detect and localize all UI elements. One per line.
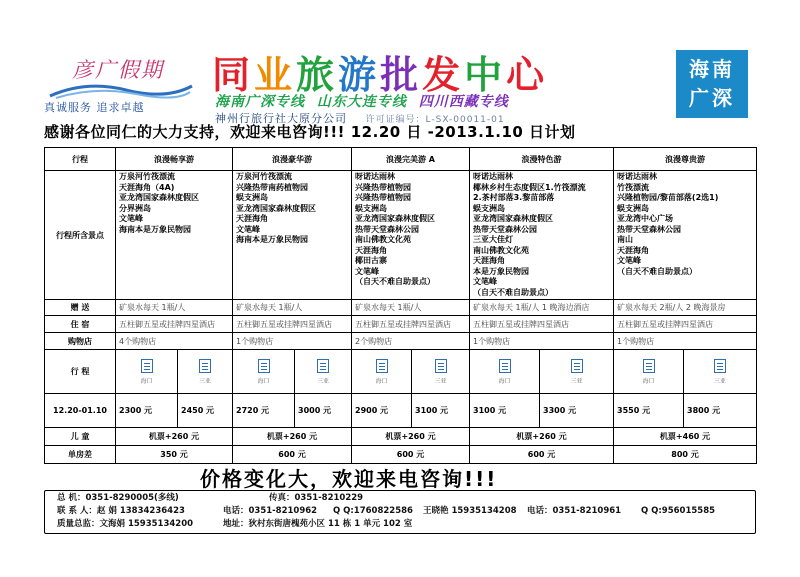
child-price: 机票+260 元	[352, 428, 470, 446]
adult-price: 2450 元	[178, 394, 233, 428]
adult-price: 3000 元	[295, 394, 352, 428]
spot-item: 南山	[617, 235, 634, 244]
route-1: 海南广深专线	[215, 94, 305, 110]
tel-2: 电话：0351-8210961	[527, 506, 622, 516]
single-supplement: 800 元	[614, 446, 757, 464]
adult-price: 3550 元	[614, 394, 684, 428]
spot-item: 万泉河竹筏漂流	[119, 172, 175, 181]
tour-spots	[470, 171, 614, 300]
spot-item: 呀诺达雨林	[617, 172, 658, 181]
gift-label: 赠 送	[45, 300, 116, 316]
spot-item: 天涯海角	[617, 245, 650, 255]
logo-text: 彦广假期	[72, 58, 164, 82]
spot-item: 海南本是万象民物园	[236, 235, 308, 244]
route-3: 四川西藏专线	[418, 94, 509, 110]
price-change-notice: 价格变化大，欢迎来电咨询!!!	[200, 467, 498, 491]
routes-line	[215, 91, 509, 111]
spot-item: （自天不难自助景点）	[355, 277, 435, 286]
adult-price: 3800 元	[684, 394, 757, 428]
spot-item: 南山佛教文化苑	[355, 235, 411, 244]
spot-item: 南山佛教文化苑	[473, 245, 530, 255]
title-char: 发	[422, 53, 465, 97]
tour-name: 浪漫尊贵游	[614, 148, 757, 171]
spot-item: 亚龙湾国家森林度假区	[119, 193, 199, 202]
single-label: 单房差	[45, 446, 116, 464]
document-icon[interactable]	[258, 359, 270, 373]
spot-item: 三亚大佳灯	[473, 235, 514, 244]
adult-price: 3100 元	[470, 394, 540, 428]
document-icon[interactable]	[376, 359, 388, 373]
itinerary-doc-cell[interactable]	[295, 350, 352, 394]
spot-item: 2.茶村部落3.黎苗部落	[473, 193, 555, 202]
title-char: 旅	[296, 53, 339, 97]
single-supplement: 600 元	[352, 446, 470, 464]
document-caption: 三亚	[198, 378, 211, 385]
shopping-value: 1个购物店	[470, 333, 614, 350]
shopping-row	[45, 333, 757, 350]
gift-row	[45, 300, 757, 316]
days-label: 行 程	[45, 350, 116, 394]
document-caption: 三亚	[714, 378, 727, 385]
spot-item: 本是万象民物园	[473, 266, 530, 276]
document-icon[interactable]	[499, 359, 511, 373]
spot-item: 蜈支洲岛	[236, 193, 268, 202]
spot-item: 热带天堂森林公园	[617, 224, 682, 234]
single-supplement: 350 元	[116, 446, 233, 464]
spot-item: 蜈支洲岛	[355, 203, 387, 213]
route-2: 山东大连专线	[316, 94, 407, 110]
address: 地址：狄村东街唐槐苑小区 11 栋 1 单元 102 室	[223, 519, 413, 529]
title-char: 批	[380, 53, 423, 97]
itinerary-doc-cell[interactable]	[614, 350, 684, 394]
qq-1: Q Q:1760822586	[333, 506, 413, 516]
itinerary-doc-cell[interactable]	[540, 350, 614, 394]
spot-item: 天涯海角（4A)	[119, 182, 175, 192]
spot-item: 呀诺达雨林	[355, 172, 395, 181]
tel-1: 电话：0351-8210962	[223, 506, 318, 516]
gift-value: 矿泉水每天 1瓶/人	[352, 300, 470, 316]
title-char: 业	[254, 53, 297, 97]
fax: 传真：0351-8210229	[269, 493, 364, 503]
tour-spots	[614, 171, 757, 300]
itinerary-row	[45, 171, 757, 300]
tour-spots	[116, 171, 233, 300]
qq-2: Q Q:956015585	[641, 506, 716, 516]
tour-spots	[233, 171, 352, 300]
hotel-value: 五柱御五星或挂牌四星酒店	[614, 316, 757, 333]
document-icon[interactable]	[714, 359, 726, 373]
spot-item: 蜈支洲岛	[617, 203, 650, 213]
shopping-label: 购物店	[45, 333, 116, 350]
spot-item: 万泉河竹筏漂流	[236, 172, 292, 181]
hotel-row	[45, 316, 757, 333]
document-caption: 海口	[642, 378, 655, 385]
hainan-guangshen-badge	[676, 50, 748, 118]
spot-item: （自天不难自助景点）	[473, 287, 554, 297]
spot-item: 亚龙湾国家森林度假区	[236, 203, 316, 213]
document-icon[interactable]	[435, 359, 447, 373]
shopping-value: 2个购物店	[352, 333, 470, 350]
shopping-value: 1个购物店	[233, 333, 352, 350]
spot-item: 文笔峰	[473, 277, 498, 286]
spot-item: 文笔峰	[617, 256, 642, 265]
spot-item: 蜈支洲岛	[473, 203, 506, 213]
contact-row-3	[51, 518, 749, 531]
title-char: 同	[212, 53, 255, 97]
hotel-label: 住 宿	[45, 316, 116, 333]
spot-item: 文笔峰	[355, 266, 379, 276]
child-price: 机票+260 元	[233, 428, 352, 446]
itinerary-doc-cell[interactable]	[684, 350, 757, 394]
badge-line-2: 广深	[689, 86, 735, 110]
spot-item: 热带天堂森林公园	[473, 224, 538, 234]
gift-value: 矿泉水每天 1瓶/人	[233, 300, 352, 316]
adult-price: 3100 元	[412, 394, 470, 428]
single-supplement: 600 元	[470, 446, 614, 464]
child-price: 机票+260 元	[470, 428, 614, 446]
spot-item: （自天不难自助景点）	[617, 266, 698, 276]
logo-slogan: 真诚服务 追求卓越	[44, 101, 145, 114]
contact-person-2: 王晓艳 15935134208	[423, 506, 517, 516]
shopping-value: 4个购物店	[116, 333, 233, 350]
single-row	[45, 446, 757, 464]
title-char: 中	[464, 53, 507, 97]
spot-item: 海南本是万象民物园	[119, 224, 191, 234]
child-price: 机票+260 元	[116, 428, 233, 446]
spot-item: 兴隆热带植物园	[355, 182, 411, 192]
main-phone: 总 机：0351-8290005(多线)	[57, 493, 179, 503]
agency-logo	[44, 52, 196, 118]
contact-box	[44, 490, 756, 534]
spot-item: 文笔峰	[119, 214, 143, 223]
date-range: 12.20-01.10	[45, 394, 116, 428]
spot-item: 天涯海角	[355, 245, 387, 255]
child-label: 儿 童	[45, 428, 116, 446]
document-caption: 三亚	[570, 378, 583, 385]
hotel-value: 五柱御五星或挂牌四星酒店	[470, 316, 614, 333]
document-caption: 海口	[375, 378, 388, 385]
contact-person-1: 联 系 人：赵 娟 13834236423	[57, 506, 185, 516]
days-row	[45, 350, 757, 394]
spot-item: 兴隆热带植物园	[355, 193, 411, 202]
title-char: 游	[338, 53, 381, 97]
spot-item: 分界洲岛	[119, 203, 151, 213]
contact-row-2	[51, 505, 749, 518]
hotel-value: 五柱御五星或挂牌四星酒店	[352, 316, 470, 333]
child-price: 机票+460 元	[614, 428, 757, 446]
spot-item: 天涯海角	[473, 256, 506, 265]
gift-value: 矿泉水每天 2瓶/人 2 晚海景房	[614, 300, 757, 316]
document-icon[interactable]	[199, 359, 211, 373]
document-icon[interactable]	[571, 359, 583, 373]
spot-item: 呀诺达雨林	[473, 172, 514, 181]
adult-price: 2300 元	[116, 394, 178, 428]
document-caption: 海口	[140, 378, 153, 385]
quality-director: 质量总监：文海娟 15935134200	[57, 519, 194, 529]
spot-item: 椰林乡村生态度假区1.竹筏漂流	[473, 182, 586, 192]
tour-name: 浪漫畅享游	[116, 148, 233, 171]
gift-value: 矿泉水每天 1瓶/人 1 晚海边酒店	[470, 300, 614, 316]
adult-price: 2720 元	[233, 394, 295, 428]
shopping-value: 1个购物店	[614, 333, 757, 350]
child-row	[45, 428, 757, 446]
price-row	[45, 394, 757, 428]
hotel-value: 五柱御五星或挂牌四星酒店	[116, 316, 233, 333]
hotel-value: 五柱御五星或挂牌四星酒店	[233, 316, 352, 333]
agency-name: 神州行旅行社大原分公司	[215, 112, 347, 125]
spot-item: 竹筏漂流	[617, 182, 650, 192]
spot-item: 热带天堂森林公园	[355, 224, 419, 234]
thanks-line: 感谢各位同仁的大力支持，欢迎来电咨询!!! 12.20 日 -2013.1.10 日计划	[44, 123, 576, 141]
contact-row-1	[51, 492, 749, 505]
tour-name: 浪漫豪华游	[233, 148, 352, 171]
itinerary-doc-cell[interactable]	[412, 350, 470, 394]
itinerary-doc-cell[interactable]	[470, 350, 540, 394]
adult-price: 2900 元	[352, 394, 412, 428]
document-caption: 三亚	[316, 378, 329, 385]
document-icon[interactable]	[141, 359, 153, 373]
tour-name: 浪漫特色游	[470, 148, 614, 171]
itinerary-doc-cell[interactable]	[116, 350, 178, 394]
spot-item: 亚龙湾中心广场	[617, 214, 674, 223]
spot-item: 天涯海角	[236, 214, 268, 223]
tour-name: 浪漫完美游 A	[352, 148, 470, 171]
spot-item: 亚龙湾国家森林度假区	[473, 214, 554, 223]
document-caption: 海口	[257, 378, 270, 385]
spot-item: 文笔峰	[236, 224, 260, 234]
single-supplement: 600 元	[233, 446, 352, 464]
itinerary-body-label: 行程所含景点	[45, 171, 116, 300]
document-caption: 海口	[498, 378, 511, 385]
spot-item: 兴隆热带南药植物园	[236, 182, 308, 192]
spot-item: 兴隆植物园/黎苗部落(2选1)	[617, 193, 719, 202]
badge-line-1: 海南	[689, 57, 735, 81]
license-number: 许可证编号：L-SX-00011-01	[365, 115, 505, 125]
tour-price-table	[44, 147, 757, 464]
document-caption: 三亚	[434, 378, 447, 385]
header-row	[45, 148, 757, 171]
wave-logo-icon	[46, 78, 194, 100]
tour-spots	[352, 171, 470, 300]
itinerary-doc-cell[interactable]	[178, 350, 233, 394]
adult-price: 3300 元	[540, 394, 614, 428]
document-icon[interactable]	[317, 359, 329, 373]
itinerary-doc-cell[interactable]	[352, 350, 412, 394]
itinerary-doc-cell[interactable]	[233, 350, 295, 394]
itinerary-header-label: 行程	[45, 148, 116, 171]
document-icon[interactable]	[643, 359, 655, 373]
gift-value: 矿泉水每天 1瓶/人	[116, 300, 233, 316]
title-char: 心	[506, 53, 549, 97]
spot-item: 椰田古寨	[355, 256, 387, 265]
spot-item: 亚龙湾国家森林度假区	[355, 214, 435, 223]
